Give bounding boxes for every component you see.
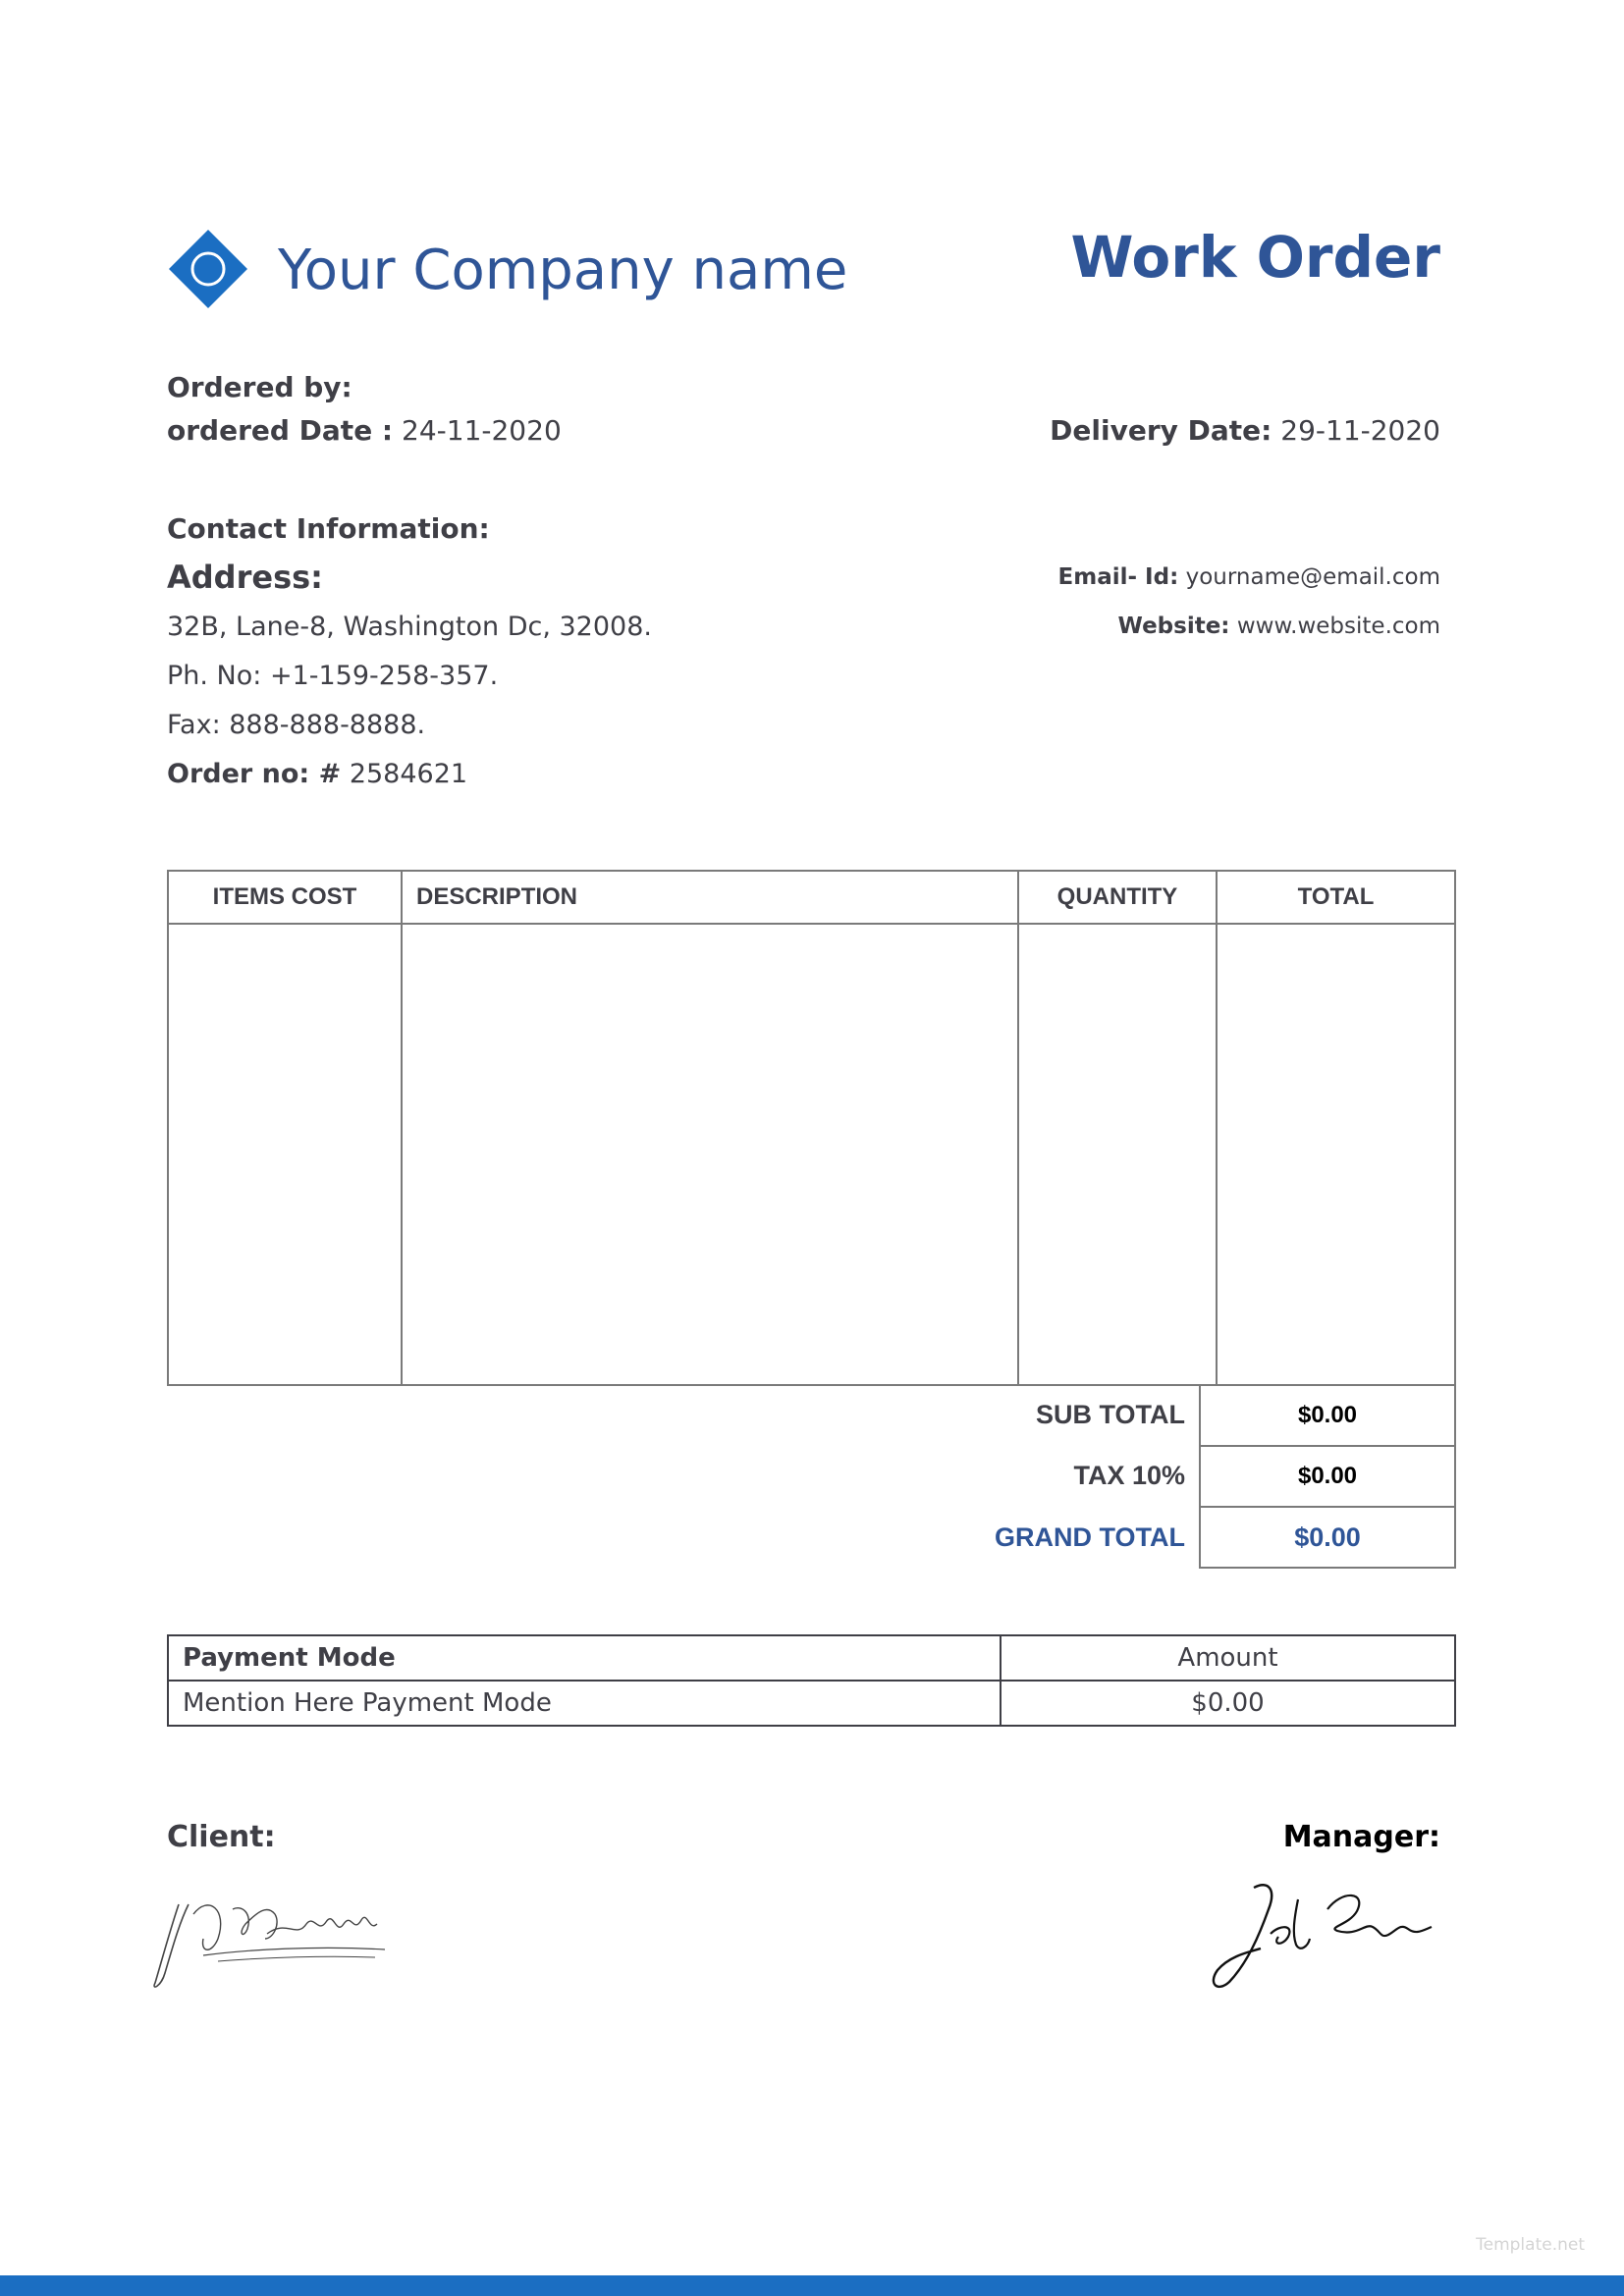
sub-total-label: SUB TOTAL (1036, 1400, 1185, 1429)
template-watermark: Template.net (1476, 2235, 1585, 2255)
company-name: Your Company name (278, 239, 848, 302)
manager-label: Manager: (1282, 1820, 1440, 1854)
client-signature (149, 1885, 395, 1993)
amount-value[interactable]: $0.00 (1001, 1681, 1455, 1726)
col-quantity: QUANTITY (1018, 871, 1217, 924)
sub-total-value: $0.00 (1200, 1385, 1455, 1446)
fax-number: Fax: 888-888-8888. (167, 710, 426, 740)
tax-label: TAX 10% (1073, 1461, 1185, 1490)
table-row (168, 924, 1455, 1385)
delivery-date-value: 29-11-2020 (1280, 414, 1440, 447)
ordered-date-label: ordered Date : (167, 414, 394, 447)
delivery-date-line (1050, 411, 1440, 451)
items-table-header (168, 871, 1455, 924)
payment-row (168, 1681, 1455, 1726)
order-number-label: Order no: # (167, 759, 342, 789)
payment-mode-value[interactable]: Mention Here Payment Mode (168, 1681, 1001, 1726)
website-line (1118, 609, 1440, 644)
amount-header: Amount (1001, 1635, 1455, 1681)
grand-total-label: GRAND TOTAL (995, 1522, 1185, 1552)
items-table (167, 870, 1456, 1386)
payment-header-row (168, 1635, 1455, 1681)
description-cell[interactable] (402, 924, 1018, 1385)
delivery-date-label: Delivery Date: (1050, 414, 1272, 447)
diamond-circle-icon (167, 228, 249, 310)
email-label: Email- Id: (1057, 564, 1179, 590)
website-value[interactable]: www.website.com (1236, 614, 1440, 639)
manager-signature (1200, 1880, 1445, 1993)
col-total: TOTAL (1217, 871, 1455, 924)
ordered-date-value: 24-11-2020 (402, 414, 562, 447)
ordered-date-line (167, 411, 562, 451)
email-line (1058, 560, 1440, 595)
quantity-cell[interactable] (1018, 924, 1217, 1385)
payment-table (167, 1634, 1456, 1727)
client-label: Client: (167, 1820, 276, 1854)
address-label: Address: (167, 559, 323, 596)
grand-total-value: $0.00 (1200, 1507, 1455, 1568)
bottom-accent-bar (0, 2275, 1624, 2296)
payment-mode-header: Payment Mode (168, 1635, 1001, 1681)
items-cost-cell[interactable] (168, 924, 402, 1385)
totals-table (1199, 1384, 1456, 1569)
order-number-line (167, 755, 467, 794)
total-cell[interactable] (1217, 924, 1455, 1385)
ordered-by-label: Ordered by: (167, 371, 352, 403)
tax-value: $0.00 (1200, 1446, 1455, 1507)
phone-number: Ph. No: +1-159-258-357. (167, 661, 499, 691)
address-value: 32B, Lane-8, Washington Dc, 32008. (167, 612, 652, 642)
col-description: DESCRIPTION (402, 871, 1018, 924)
order-number-value: 2584621 (349, 759, 468, 789)
contact-heading: Contact Information: (167, 512, 490, 545)
email-value[interactable]: yourname@email.com (1185, 564, 1440, 590)
col-items-cost: ITEMS COST (168, 871, 402, 924)
website-label: Website: (1117, 614, 1230, 639)
document-title: Work Order (1070, 224, 1440, 291)
